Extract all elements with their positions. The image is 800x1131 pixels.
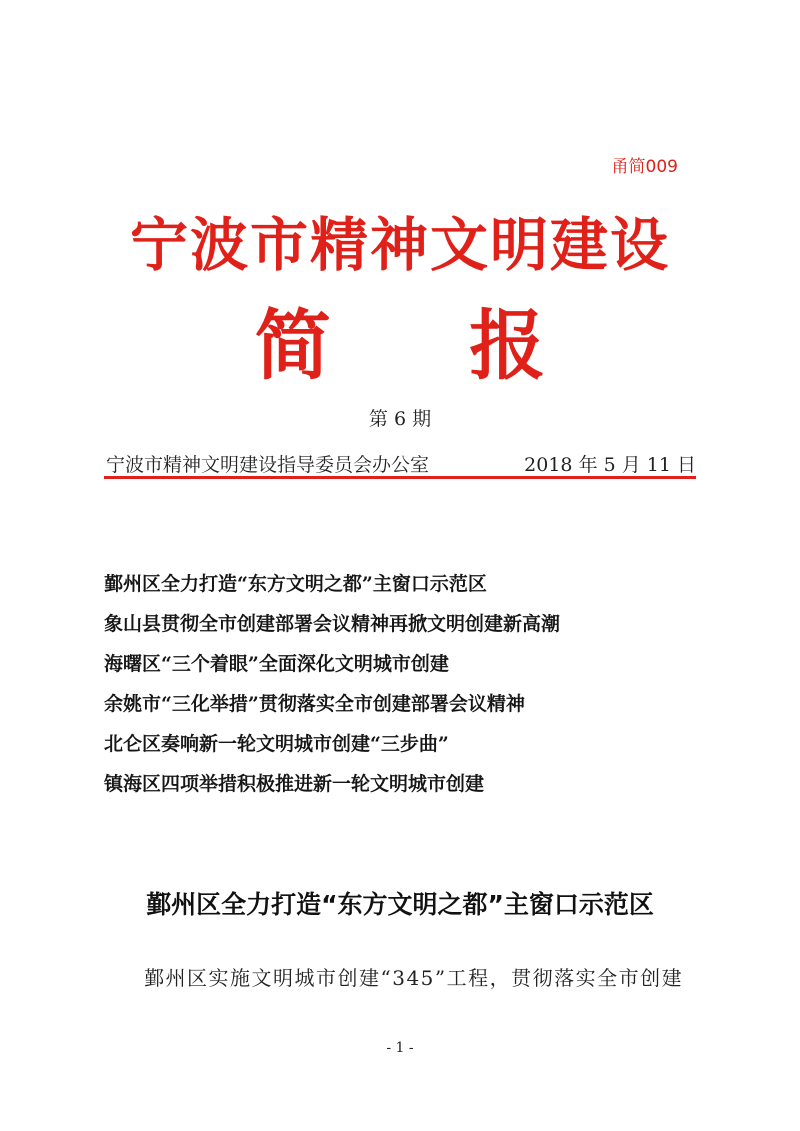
toc-item[interactable]: 鄞州区全力打造“东方文明之都”主窗口示范区 bbox=[104, 573, 487, 595]
masthead-title: 宁波市精神文明建设 bbox=[129, 211, 670, 279]
toc-item[interactable]: 镇海区四项举措积极推进新一轮文明城市创建 bbox=[104, 773, 485, 795]
issuer-row bbox=[106, 450, 696, 477]
document-code: 甬简009 bbox=[611, 157, 678, 177]
red-divider bbox=[104, 476, 696, 479]
article-body: 鄞州区实施文明城市创建“345”工程，贯彻落实全市创建 bbox=[144, 966, 684, 990]
issuing-office: 宁波市精神文明建设指导委员会办公室 bbox=[106, 454, 430, 476]
toc-item[interactable]: 余姚市“三化举措”贯彻落实全市创建部署会议精神 bbox=[104, 693, 525, 715]
issue-number: 第 6 期 bbox=[368, 408, 432, 430]
masthead-subtitle: 简 报 bbox=[254, 301, 602, 390]
article-title: 鄞州区全力打造“东方文明之都”主窗口示范区 bbox=[146, 890, 654, 919]
toc-item[interactable]: 北仑区奏响新一轮文明城市创建“三步曲” bbox=[104, 733, 449, 755]
toc-item[interactable]: 象山县贯彻全市创建部署会议精神再掀文明创建新高潮 bbox=[104, 613, 561, 635]
table-of-contents bbox=[104, 564, 724, 804]
toc-item[interactable]: 海曙区“三个着眼”全面深化文明城市创建 bbox=[104, 653, 449, 675]
page-number: - 1 - bbox=[386, 1040, 414, 1056]
issue-date: 2018 年 5 月 11 日 bbox=[524, 454, 696, 476]
